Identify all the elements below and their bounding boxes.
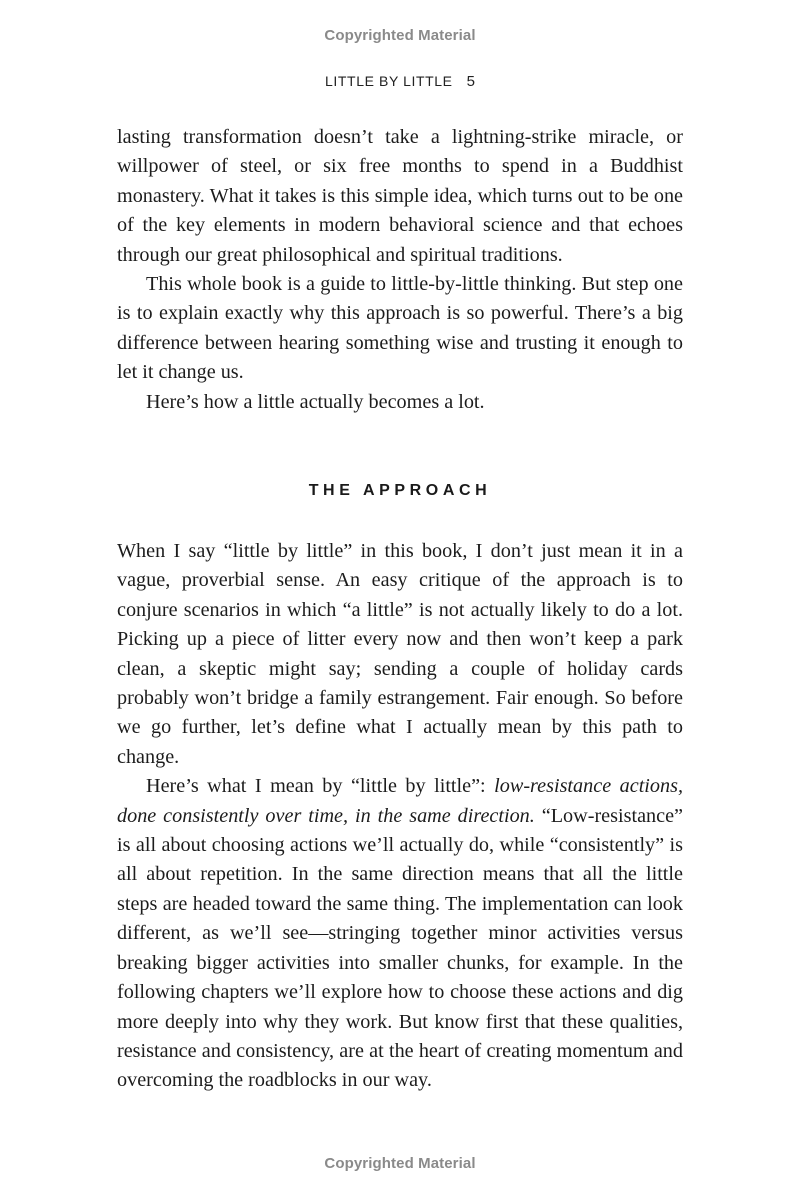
- paragraph: This whole book is a guide to little-by-little thinking. But step one is to explain exactly why this approach is so powerful. There’s a big difference between hearing something wise and trusting it enough to let it change us.: [117, 273, 683, 384]
- paragraph: Here’s how a little actually becomes a lot.: [146, 390, 485, 413]
- intro-text-block: [117, 123, 683, 417]
- copyright-watermark-bottom: Copyrighted Material: [324, 1155, 476, 1172]
- definition-italic: low-resistance actions, done consistently over time, in the same direction.: [117, 775, 683, 827]
- page-number: 5: [466, 73, 475, 90]
- running-head: [0, 73, 800, 90]
- paragraph-lead: Here’s what I mean by “little by little”:: [146, 775, 495, 798]
- paragraph-continued: lasting transformation doesn’t take a lightning-strike miracle, or willpower of steel, or six free months to spend in a Buddhist monastery. What it takes is this simple idea, which turns out to be one of the key elements in modern behavioral science and that echoes through our great philosophical and spiritual traditions.: [117, 126, 683, 266]
- paragraph: When I say “little by little” in this book, I don’t just mean it in a vague, proverbial sense. An easy critique of the approach is to conjure scenarios in which “a little” is not actually likely to do a lot. Picking up a piece of litter every now and then won’t keep a park clean, a skeptic might say; sending a couple of holiday cards probably won’t bridge a family estrangement. Fair enough. So before we go further, let’s define what I actually mean by this path to change.: [117, 540, 683, 768]
- paragraph-definition: [117, 772, 683, 1095]
- running-head-title: LITTLE BY LITTLE: [325, 73, 453, 89]
- copyright-watermark-top: Copyrighted Material: [324, 27, 476, 44]
- section-heading: THE APPROACH: [308, 482, 492, 499]
- section-text-block: [117, 537, 683, 1096]
- paragraph-rest: “Low-resistance” is all about choosing actions we’ll actually do, while “consistently” is all about repetition. In the same direction means that all the little steps are headed toward the same thing. The implementation can look different, as we’ll see—stringing together minor activities versus breaking bigger activities into smaller chunks, for example. In the following chapters we’ll explore how to choose these actions and dig more deeply into why they work. But know first that these qualities, resistance and consistency, are at the heart of creating momentum and overcoming the roadblocks in our way.: [117, 804, 683, 1092]
